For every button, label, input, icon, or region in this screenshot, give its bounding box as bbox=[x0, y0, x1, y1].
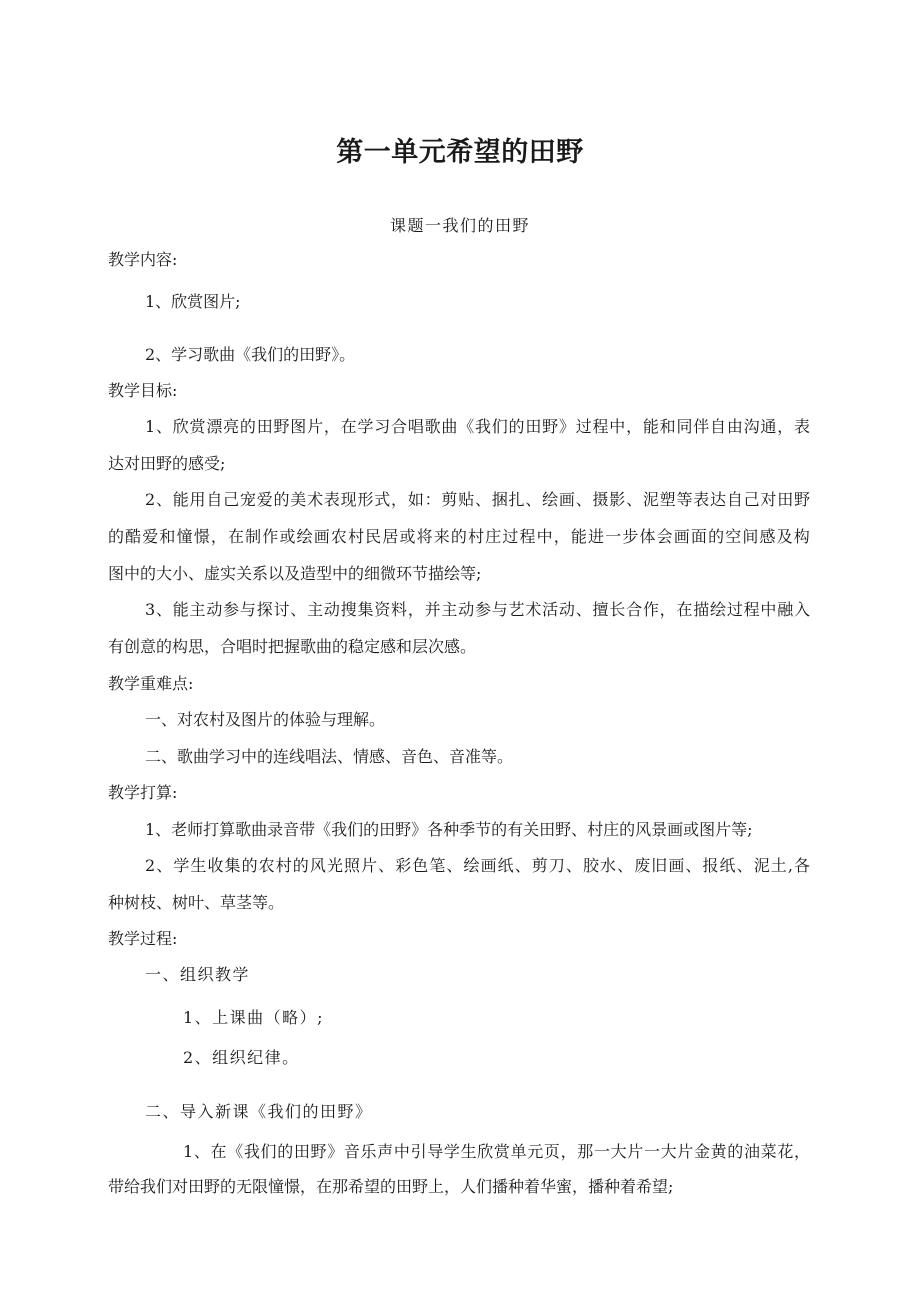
key-points-heading: 教学重难点: bbox=[108, 674, 194, 693]
goal-3-line-1: 3、能主动参与探讨、主动搜集资料，并主动参与艺术活动、擅长合作，在描绘过程中融入 bbox=[145, 600, 810, 619]
content-heading: 教学内容: bbox=[108, 250, 178, 269]
content-item-2: 2、学习歌曲《我们的田野》。 bbox=[145, 345, 356, 364]
document-title: 第一单元希望的田野 bbox=[336, 137, 584, 168]
preparation-item-1: 1、老师打算歌曲录音带《我们的田野》各种季节的有关田野、村庄的风景画或图片等; bbox=[145, 820, 753, 839]
preparation-item-2-line-1: 2、学生收集的农村的风光照片、彩色笔、绘画纸、剪刀、胶水、废旧画、报纸、泥土,各 bbox=[145, 856, 810, 875]
process-step-2: 二、导入新课《我们的田野》 bbox=[145, 1102, 373, 1121]
process-step-1-1: 1、上课曲（略）; bbox=[183, 1008, 325, 1027]
key-point-2: 二、歌曲学习中的连线唱法、情感、音色、音准等。 bbox=[145, 747, 514, 766]
process-step-2-1-line-2: 带给我们对田野的无限憧憬，在那希望的田野上，人们播种着华蜜，播种着希望; bbox=[108, 1177, 674, 1196]
process-step-2-1-line-1: 1、在《我们的田野》音乐声中引导学生欣赏单元页，那一大片一大片金黄的油菜花， bbox=[183, 1142, 810, 1161]
goal-2-line-3: 图中的大小、虚实关系以及造型中的细微环节描绘等; bbox=[108, 564, 482, 583]
goal-2-line-2: 的酷爱和憧憬，在制作或绘画农村民居或将来的村庄过程中，能进一步体会画面的空间感及构 bbox=[108, 527, 810, 546]
lesson-subtitle: 课题一我们的田野 bbox=[389, 216, 530, 235]
goal-2-line-1: 2、能用自己宠爱的美术表现形式，如：剪贴、捆扎、绘画、摄影、泥塑等表达自己对田野 bbox=[145, 490, 810, 509]
goal-1-line-2: 达对田野的感受; bbox=[108, 454, 226, 473]
preparation-item-2-line-2: 种树枝、树叶、草茎等。 bbox=[108, 893, 285, 912]
process-step-1: 一、组织教学 bbox=[145, 965, 251, 984]
process-step-1-2: 2、组织纪律。 bbox=[183, 1048, 300, 1067]
goal-3-line-2: 有创意的构思，合唱时把握歌曲的稳定感和层次感。 bbox=[108, 637, 477, 656]
content-item-1: 1、欣赏图片; bbox=[145, 292, 241, 311]
goal-1-line-1: 1、欣赏漂亮的田野图片，在学习合唱歌曲《我们的田野》过程中，能和同伴自由沟通，表 bbox=[145, 417, 810, 436]
goals-heading: 教学目标: bbox=[108, 381, 178, 400]
preparation-heading: 教学打算: bbox=[108, 783, 178, 802]
process-heading: 教学过程: bbox=[108, 929, 178, 948]
key-point-1: 一、对农村及图片的体验与理解。 bbox=[145, 710, 386, 729]
